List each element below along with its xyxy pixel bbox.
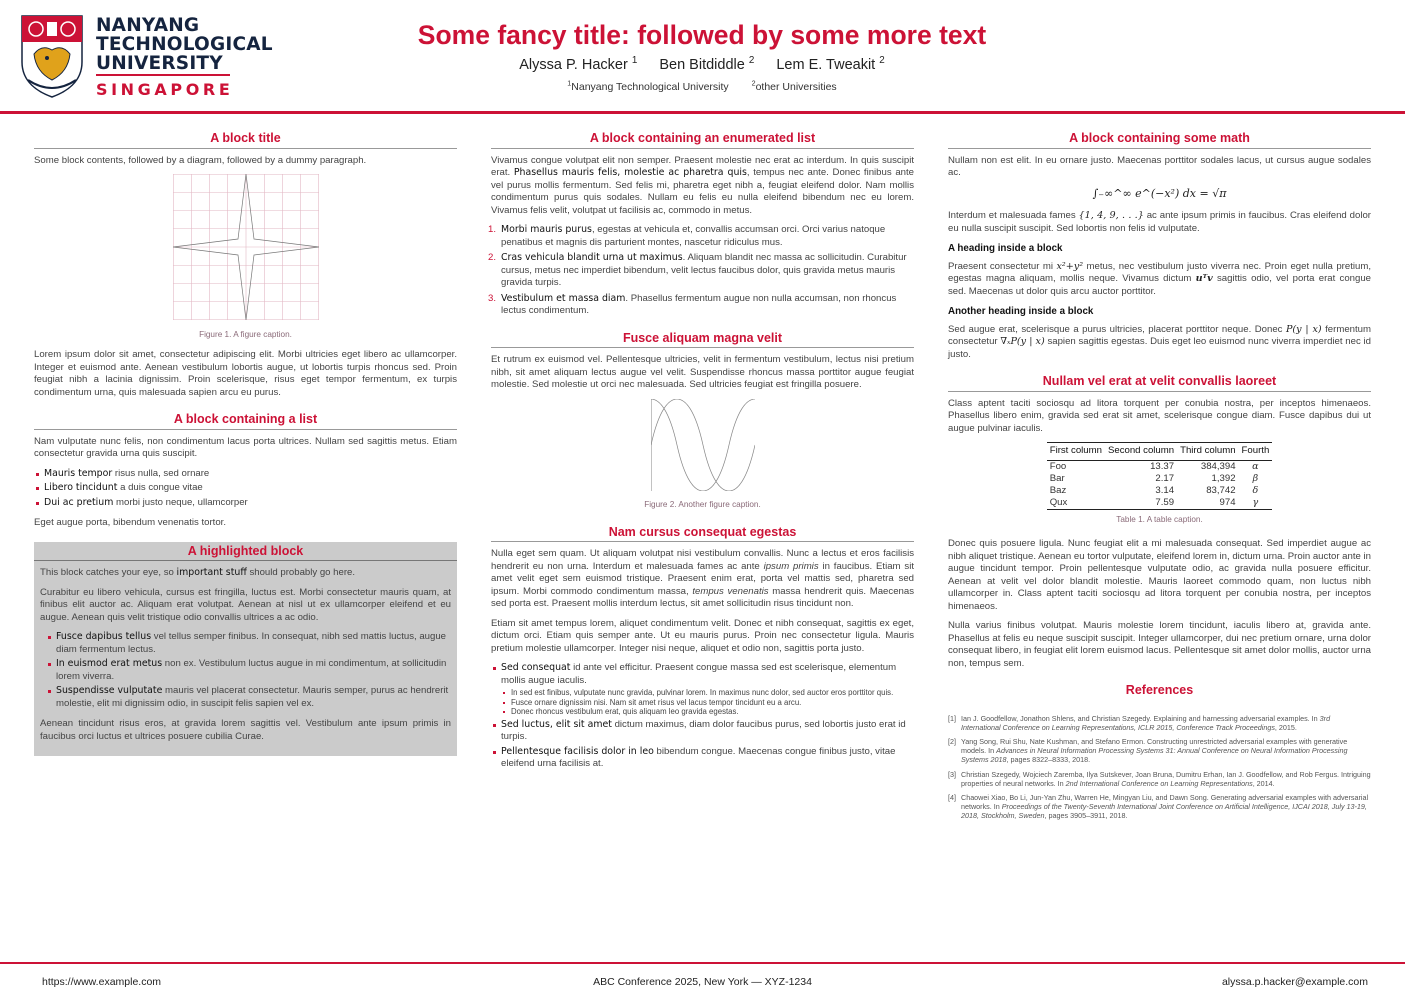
block-paragraph bbox=[948, 210, 1371, 235]
bullet-list bbox=[34, 468, 457, 510]
text-run: sapien sagittis egestas. Duis eget leo euismod nunc viverra imperdiet nec id justo. bbox=[948, 336, 1371, 360]
bullet-list bbox=[34, 631, 457, 710]
table-cell: β bbox=[1252, 472, 1259, 484]
column-1 bbox=[34, 130, 457, 768]
list-item-key: Suspendisse vulputate bbox=[56, 685, 163, 696]
list-item bbox=[34, 482, 457, 495]
list-item-key: Pellentesque facilisis dolor in leo bbox=[501, 745, 654, 757]
block-paragraph bbox=[948, 324, 1371, 362]
table-cell: 13.37 bbox=[1150, 460, 1175, 472]
reference-list bbox=[948, 714, 1371, 821]
numbered-list bbox=[488, 224, 914, 318]
block-paragraph: Et rutrum ex euismod vel. Pellentesque ultricies, velit in fermentum vestibulum, lectus nisi pretium nibh, sit amet aliquam lectus augue vel velit. Suspendisse rhoncus massa porttitor augue feugiat molestie. Sed molestie ut orci nec malesuada. Sed ultricies feugiat est fringilla posuere. bbox=[491, 354, 914, 390]
inline-math: P(y | x) bbox=[1285, 323, 1322, 335]
affiliation-text: other Universities bbox=[755, 81, 837, 93]
author-name: Lem E. Tweakit bbox=[776, 57, 876, 73]
affiliation bbox=[567, 81, 728, 93]
list-item-text: non ex. Vestibulum luctus augue in mi condimentum, at sollicitudin lorem viverra. bbox=[56, 658, 447, 682]
table-cell: α bbox=[1252, 460, 1259, 472]
affiliation-sup: 2 bbox=[751, 79, 756, 88]
table-cell: 7.59 bbox=[1105, 497, 1177, 510]
block-enumerated bbox=[488, 130, 914, 318]
table-header: First column bbox=[1047, 443, 1105, 461]
block-heading: References bbox=[1125, 683, 1194, 697]
reference-item bbox=[948, 793, 1371, 821]
list-item-key: Morbi mauris purus bbox=[501, 224, 592, 235]
affiliation bbox=[752, 81, 837, 93]
block-paragraph bbox=[948, 261, 1371, 299]
block-table bbox=[948, 373, 1371, 670]
author-list bbox=[300, 57, 1104, 73]
reference-number: [3] bbox=[948, 769, 956, 779]
table-cell: 83,742 bbox=[1206, 484, 1236, 496]
figure-2 bbox=[491, 399, 914, 512]
table-cell: 974 bbox=[1177, 497, 1238, 510]
table-cell: δ bbox=[1252, 484, 1259, 496]
sub-list-item: Donec rhoncus vestibulum erat, quis aliquam leo gravida egestas. bbox=[501, 707, 914, 717]
emphasis: important stuff bbox=[176, 567, 247, 578]
table-cell: 3.14 bbox=[1155, 484, 1175, 496]
figure-caption: Figure 1. A figure caption. bbox=[199, 329, 292, 339]
author bbox=[776, 57, 884, 73]
block-paragraph: Curabitur eu libero vehicula, cursus est fringilla, luctus est. Morbi consectetur mauris quam, at finibus elit auctor ac. Aliquam erat volutpat. Aenean at nisl ut ex ullamcorper eleifend et eu augue. Aenean quis velit tristique odio convallis ultrices a ac odio. bbox=[40, 586, 451, 623]
logo-line-1: NANYANG bbox=[96, 15, 200, 36]
block-paragraph: Aenean tincidunt risus eros, at gravida lorem sagittis vel. Vestibulum ante ipsum primis in faucibus orci luctus et ultrices posuere cubilia Curae. bbox=[40, 718, 451, 742]
ntu-logo bbox=[20, 14, 273, 100]
text-run: should probably go here. bbox=[246, 567, 356, 578]
column-3 bbox=[948, 130, 1371, 833]
list-item-text: mauris vel placerat consectetur. Mauris semper, purus ac hendrerit molestie, elit mi dignissim odio, in suscipit felis sapien vel ex. bbox=[56, 685, 449, 709]
block-paragraph bbox=[491, 155, 914, 218]
logo-wordmark bbox=[96, 16, 273, 99]
bullet-list bbox=[491, 662, 914, 771]
figure-1 bbox=[34, 174, 457, 341]
text-run: Nulla eget sem quam. Ut aliquam volutpat nisi vestibulum convallis. Nunc a lectus et eros facilisis hendrerit eu non urna. Interdum et malesuada fames ac ante bbox=[491, 548, 914, 572]
text-run: fermentum consectetur bbox=[948, 323, 1371, 347]
list-item bbox=[488, 224, 914, 249]
reference-item bbox=[948, 737, 1371, 765]
text-run: sagittis odio, vel porta erat congue sed. Maecenas ut dolor quis arcu auctor porttitor. bbox=[948, 273, 1372, 297]
list-item-text: . Phasellus fermentum augue non nulla accumsan, non rhoncus lectus condimentum. bbox=[501, 292, 897, 316]
italic-run: Proceedings of the Twenty-Seventh International Joint Conference on Artificial Intelligence, IJCAI 2018, July 13-19, 2018, Stockholm, Sweden bbox=[961, 802, 1367, 821]
footer-conference: ABC Conference 2025, New York — XYZ-1234 bbox=[593, 976, 812, 988]
list-item bbox=[491, 662, 914, 717]
list-item-key: Libero tincidunt bbox=[44, 482, 118, 493]
inline-math: ∇ₓP(y | x) bbox=[1000, 336, 1045, 347]
list-item-key: Sed consequat bbox=[501, 662, 571, 673]
list-item bbox=[488, 292, 914, 318]
list-item-text: , egestas at vehicula et, convallis accumsan orci. Orci varius natoque penatibus et magnis dis parturient montes, nascetur ridiculus mus. bbox=[501, 224, 886, 248]
table-header-row bbox=[1047, 443, 1273, 461]
block-heading: A block containing an enumerated list bbox=[491, 130, 914, 149]
block-cursus bbox=[491, 524, 914, 771]
sub-list-item: Fusce ornare dignissim nisi. Nam sit amet risus vel lacus tempor tincidunt eu a arcu. bbox=[501, 698, 914, 708]
list-item-text: morbi justo neque, ullamcorper bbox=[113, 496, 248, 508]
table-cell: 1,392 bbox=[1211, 472, 1236, 484]
text-run: Ian J. Goodfellow, Jonathon Shlens, and Christian Szegedy. Explaining and harnessing adversarial examples. In bbox=[961, 713, 1320, 723]
star-diagram bbox=[173, 174, 319, 320]
list-item bbox=[46, 658, 451, 683]
block-heading: Fusce aliquam magna velit bbox=[491, 330, 914, 349]
block-title-block bbox=[34, 130, 457, 399]
list-item-text: risus nulla, sed ornare bbox=[112, 467, 210, 479]
list-item bbox=[34, 468, 457, 481]
inline-math: {1, 4, 9, . . .} bbox=[1078, 210, 1144, 221]
text-run: , pages 3905–3911, 2018. bbox=[1044, 811, 1128, 821]
list-item-text: a duis congue vitae bbox=[117, 482, 203, 493]
poster-header bbox=[0, 0, 1405, 114]
table-row bbox=[1047, 497, 1273, 510]
table-cell: 2.17 bbox=[1155, 472, 1175, 484]
list-item bbox=[491, 746, 914, 771]
figure-caption: Figure 2. Another figure caption. bbox=[644, 500, 761, 509]
block-paragraph: Lorem ipsum dolor sit amet, consectetur adipiscing elit. Morbi ultricies eget libero ac ullamcorper. Integer et euismod ante. Aenean vestibulum lobortis augue, ut lobortis turpis rhoncus sed. Proin feugiat nibh a lacinia dignissim. Proin scelerisque, risus eget tempor fermentum, ex turpis condimentum urna, quis malesuada sapien arcu eu purus. bbox=[34, 349, 457, 398]
table-header: Second column bbox=[1105, 443, 1177, 461]
list-item-key: Mauris tempor bbox=[44, 467, 113, 479]
block-paragraph bbox=[491, 548, 914, 611]
subheading: A heading inside a block bbox=[948, 243, 1063, 254]
footer-url[interactable]: https://www.example.com bbox=[42, 976, 162, 988]
inline-math: x²+y² bbox=[1056, 260, 1084, 272]
list-item-key: Sed luctus, elit sit amet bbox=[501, 718, 612, 730]
block-fusce bbox=[491, 330, 914, 512]
text-run: Sed augue erat, scelerisque a purus ultricies, placerat porttitor neque. Donec bbox=[948, 323, 1286, 335]
column-2 bbox=[488, 130, 914, 783]
block-heading: Nullam vel erat at velit convallis laoreet bbox=[948, 373, 1371, 392]
italic-run: Advances in Neural Information Processing Systems 31: Annual Conference on Neural Information Processing Systems 2018 bbox=[961, 746, 1348, 765]
block-paragraph: Nullam non est elit. In eu ornare justo. Maecenas porttitor sodales lacus, ut cursus augue sodales ac. bbox=[948, 154, 1371, 178]
author-sup: 2 bbox=[879, 55, 885, 67]
list-item-key: Vestibulum et massa diam bbox=[501, 292, 626, 304]
list-item-text: id ante vel efficitur. Praesent congue massa sed est scelerisque, elementum mollis augue iaculis. bbox=[501, 662, 897, 686]
author-name: Alyssa P. Hacker bbox=[519, 57, 628, 73]
reference-number: [2] bbox=[948, 736, 956, 746]
block-heading: Nam cursus consequat egestas bbox=[491, 524, 914, 543]
table-row bbox=[1047, 485, 1273, 497]
footer-rule bbox=[0, 962, 1405, 964]
list-item-key: Cras vehicula blandit urna ut maximus bbox=[501, 252, 683, 263]
block-heading: A highlighted block bbox=[34, 543, 457, 562]
block-paragraph: Etiam sit amet tempus lorem, aliquet condimentum velit. Donec et nibh consequat, sagittis ex eget, dictum orci. Etiam quis semper ante. Ut eu mauris purus. Proin nec consectetur ligula. Mauris pretium molestie ullamcorper. Integer nisi neque, aliquet et odio non, sagittis porta justo. bbox=[491, 617, 914, 654]
subheading: Another heading inside a block bbox=[948, 306, 1094, 317]
list-number: 1. bbox=[488, 224, 497, 235]
block-heading: A block title bbox=[34, 130, 457, 149]
table-row bbox=[1047, 473, 1273, 485]
data-table bbox=[1047, 442, 1273, 510]
text-run: This block catches your eye, so bbox=[40, 567, 177, 578]
block-paragraph bbox=[34, 567, 457, 580]
highlighted-block bbox=[34, 542, 457, 757]
list-item-key: Dui ac pretium bbox=[44, 496, 114, 508]
list-item bbox=[488, 252, 914, 290]
author-sup: 1 bbox=[631, 55, 638, 67]
table-row bbox=[1047, 460, 1273, 473]
text-run: ac ante ipsum primis in faucibus. Cras eleifend dolor eu nulla suscipit suscipit. Sed lobortis non felis id vulputate. bbox=[948, 210, 1371, 234]
sub-list-item: In sed est finibus, vulputate nunc gravida, pulvinar lorem. In maximus nunc dolor, sed auctor eros porttitor quis. bbox=[501, 688, 914, 698]
list-item-key: In euismod erat metus bbox=[56, 658, 163, 669]
logo-line-2: TECHNOLOGICAL bbox=[96, 34, 273, 55]
header-rule bbox=[0, 111, 1405, 114]
table-cell: 384,394 bbox=[1200, 460, 1236, 472]
list-item bbox=[34, 497, 457, 510]
inline-math: uᵀv bbox=[1195, 273, 1213, 284]
table-cell: Qux bbox=[1047, 497, 1105, 510]
text-run: , tempus nec ante. Donec finibus ante vel purus mollis fermentum. Sed felis mi, pharetra eget nibh a, feugiat eleifend dolor. Nam mollis condimentum purus quis sodales. Nullam eu felis eu nulla eleifend bibendum nec eu lorem. Vivamus felis velit, volutpat ut facilisis ac, commodo in metus. bbox=[491, 167, 914, 216]
text-run: Praesent consectetur mi bbox=[948, 260, 1057, 272]
italic-run: tempus venenatis bbox=[692, 585, 769, 597]
block-paragraph: Class aptent taciti sociosqu ad litora torquent per conubia nostra, per inceptos himenaeos. Phasellus libero enim, gravida sed erat sit amet, scelerisque congue diam. Fusce dapibus dui ut augue pulvinar iaculis. bbox=[948, 397, 1371, 434]
text-run: massa hendrerit quis. Maecenas sed porta est. Praesent mollis interdum lectus, sit amet sollicitudin risus tincidunt non. bbox=[491, 585, 914, 609]
logo-line-3: UNIVERSITY bbox=[96, 53, 223, 74]
sine-diagram bbox=[651, 399, 755, 491]
text-run: Interdum et malesuada fames bbox=[948, 210, 1079, 221]
list-item bbox=[46, 685, 451, 710]
logo-line-4: SINGAPORE bbox=[96, 80, 234, 99]
italic-run: ipsum primis bbox=[763, 560, 819, 572]
text-run: in faucibus. Etiam sit amet velit eget sem euismod tristique. Praesent enim erat, porta vel mattis sed, pharetra sed ipsum. Morbi commodo condimentum massa, bbox=[491, 560, 914, 597]
block-paragraph: Donec quis posuere ligula. Nunc feugiat elit a mi malesuada consequat. Sed imperdiet augue ac nibh aliquet tristique. Aenean eu tortor vulputate, eleifend lorem in, dictum urna. Proin auctor ante in augue tincidunt tempor. Proin pellentesque vulputate odio, ac gravida nulla posuere efficitur. Aenean at velit vel dolor blandit molestie. Mauris laoreet commodo quam, non luctus nibh ullamcorper in. Class aptent taciti sociosqu ad litora torquent per conubia nostra, per inceptos himenaeos. bbox=[948, 538, 1371, 612]
reference-item bbox=[948, 770, 1371, 788]
italic-run: 3rd International Conference on Learning Representations, ICLR 2015, Conference Track Proceedings bbox=[961, 713, 1331, 732]
table-header: Third column bbox=[1177, 443, 1238, 461]
reference-number: [4] bbox=[948, 792, 956, 802]
logo-rule bbox=[96, 74, 230, 76]
table-caption: Table 1. A table caption. bbox=[1116, 514, 1203, 524]
block-references bbox=[948, 682, 1371, 821]
list-item-text: bibendum congue. Maecenas congue finibus justo, vitae eleifend urna facilisis at. bbox=[501, 745, 896, 769]
table-cell: Baz bbox=[1049, 484, 1067, 496]
text-run: Chaowei Xiao, Bo Li, Jun-Yan Zhu, Warren He, Mingyan Liu, and Dawn Song. Generating adversarial examples with adversarial networks. In bbox=[961, 792, 1369, 812]
author bbox=[519, 57, 637, 73]
text-run: Christian Szegedy, Wojciech Zaremba, Ilya Sutskever, Joan Bruna, Dumitru Erhan, Ian J. Goodfellow, and Rob Fergus. Intriguing properties of neural networks. In bbox=[961, 769, 1371, 788]
text-run: Vivamus congue volutpat elit non semper. Praesent molestie nec erat ac interdum. In quis suscipit erat. bbox=[491, 154, 914, 178]
affiliation-text: Nanyang Technological University bbox=[571, 81, 729, 93]
list-item-text: dictum maximus, diam dolor faucibus purus, sed lobortis justo erat id turpis. bbox=[501, 718, 906, 742]
block-math bbox=[948, 130, 1371, 361]
text-run: metus, nec vestibulum justo viverra nec. Proin eget nulla pretium, egestas magna aliquam, mollis neque. Vivamus dictum bbox=[948, 260, 1371, 284]
list-number: 3. bbox=[488, 292, 497, 304]
display-equation: ∫₋∞^∞ e^(−x²) dx = √π bbox=[1092, 186, 1227, 200]
reference-number: [1] bbox=[948, 713, 956, 723]
author-sup: 2 bbox=[748, 55, 755, 67]
italic-run: 2nd International Conference on Learning Representations bbox=[1065, 778, 1253, 788]
author-name: Ben Bitdiddle bbox=[659, 57, 745, 73]
text-run: , pages 8322–8333, 2018. bbox=[1006, 755, 1091, 765]
text-run: , 2014. bbox=[1252, 778, 1275, 788]
block-heading: A block containing some math bbox=[948, 130, 1371, 149]
ntu-crest-icon bbox=[20, 14, 84, 98]
block-list bbox=[34, 411, 457, 530]
block-paragraph: Nam vulputate nunc felis, non condimentum lacus porta ultrices. Nullam sed sagittis metus. Etiam consectetur gravida urna quis suscipit. bbox=[34, 435, 457, 459]
sub-list bbox=[501, 688, 914, 717]
block-paragraph: Some block contents, followed by a diagram, followed by a dummy paragraph. bbox=[34, 154, 367, 166]
table-cell: Foo bbox=[1049, 460, 1067, 472]
list-item-text: vel tellus semper finibus. In consequat, nibh sed mattis luctus, augue diam fermentum lectus. bbox=[56, 631, 447, 655]
affiliation-list bbox=[300, 81, 1104, 93]
reference-item bbox=[948, 714, 1371, 732]
emphasis: Phasellus mauris felis, molestie ac pharetra quis bbox=[513, 167, 747, 178]
table-header: Fourth bbox=[1239, 443, 1273, 461]
list-item bbox=[46, 631, 451, 656]
footer-email[interactable]: alyssa.p.hacker@example.com bbox=[1221, 976, 1368, 988]
block-paragraph: Eget augue porta, bibendum venenatis tortor. bbox=[34, 517, 227, 528]
list-number: 2. bbox=[488, 252, 497, 263]
author bbox=[659, 57, 754, 73]
affiliation-sup: 1 bbox=[567, 79, 572, 88]
text-run: , 2015. bbox=[1274, 722, 1297, 732]
list-item-key: Fusce dapibus tellus bbox=[56, 631, 152, 642]
text-run: Yang Song, Rui Shu, Nate Kushman, and Stefano Ermon. Constructing unrestricted adversarial examples with generative models. In bbox=[961, 736, 1348, 756]
table-cell: Bar bbox=[1049, 472, 1065, 484]
list-item bbox=[491, 719, 914, 744]
list-item-text: . Aliquam blandit nec massa ac sollicitudin. Curabitur cursus, metus nec imperdiet bibendum, velit lectus faucibus dolor, quis gravida metus mauris gravida turpis. bbox=[501, 252, 907, 288]
poster-title: Some fancy title: followed by some more text bbox=[417, 20, 987, 50]
block-paragraph: Nulla varius finibus volutpat. Mauris molestie lorem tincidunt, iaculis libero at, gravida ante. Phasellus at felis eu neque suscipit suscipit. Integer ullamcorper, dui nec pretium ornare, urna dolor consequat libero, in feugiat elit lorem euismod lacus. Pellentesque sit amet dolor mollis, auctor urna non, tempus sem. bbox=[948, 620, 1371, 669]
block-heading: A block containing a list bbox=[34, 411, 457, 430]
table-cell: γ bbox=[1239, 497, 1273, 510]
